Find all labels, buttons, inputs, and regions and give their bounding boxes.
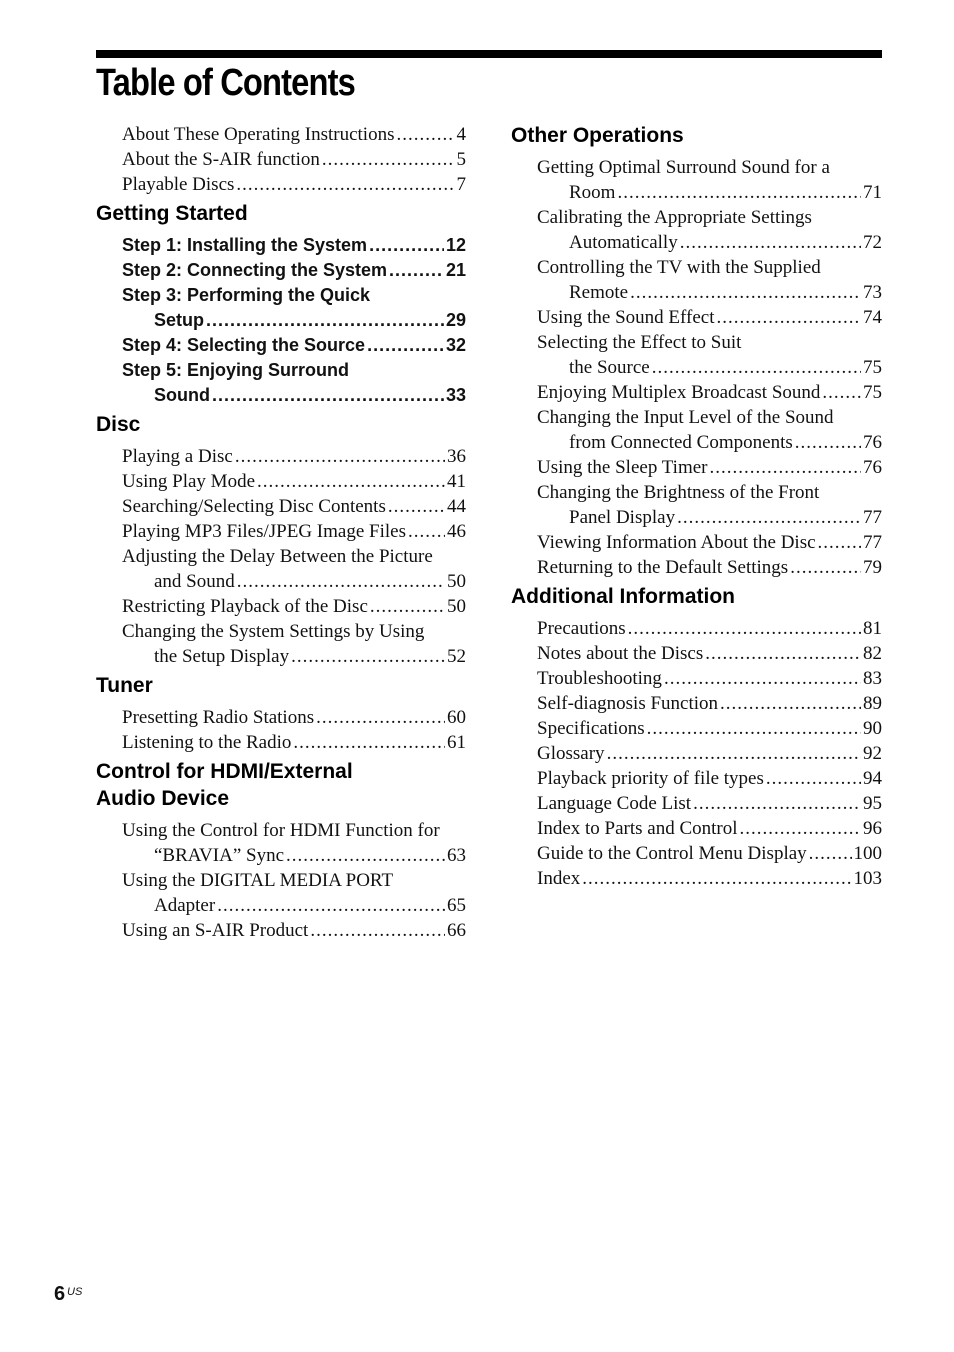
toc-entry-title: Setup: [154, 310, 205, 330]
toc-entry[interactable]: [122, 122, 466, 147]
toc-entry-page: 21: [445, 260, 466, 280]
toc-entry-title: Getting Optimal Surround Sound for a: [537, 157, 830, 178]
toc-entry[interactable]: [537, 255, 882, 305]
toc-entry-page: 4: [456, 124, 466, 145]
section-heading-disc: Disc: [96, 413, 141, 436]
toc-entry-title: Selecting the Effect to Suit: [537, 332, 742, 353]
dot-leader: [652, 355, 861, 380]
toc-entry[interactable]: [122, 619, 466, 669]
toc-entry[interactable]: [122, 818, 466, 868]
toc-entry-title: Remote: [569, 282, 629, 303]
toc-entry-title: Step 3: Performing the Quick: [122, 285, 371, 305]
toc-entry-line: [537, 455, 882, 480]
dot-leader: [705, 641, 861, 666]
toc-entry-line: [122, 494, 466, 519]
toc-entry-line: [537, 616, 882, 641]
toc-entry-title: Listening to the Radio: [122, 732, 292, 753]
dot-leader: [720, 691, 861, 716]
toc-entry-page: 81: [863, 618, 882, 639]
toc-entry[interactable]: [537, 841, 882, 866]
toc-entry[interactable]: [122, 283, 466, 333]
section-heading-getting-started: Getting Started: [96, 202, 248, 225]
dot-leader: [582, 866, 851, 891]
toc-entry[interactable]: [122, 444, 466, 469]
toc-entry-page: 77: [863, 507, 882, 528]
toc-entry-title: Calibrating the Appropriate Settings: [537, 207, 812, 228]
toc-entry-title: Playback priority of file types: [537, 768, 764, 789]
toc-entry-line: [537, 280, 882, 305]
toc-entry-title: Automatically: [569, 232, 678, 253]
toc-entry-title: Notes about the Discs: [537, 643, 704, 664]
toc-entry-title: Using the Sound Effect: [537, 307, 715, 328]
toc-entry-title: Step 1: Installing the System: [122, 235, 368, 255]
toc-entry-page: 79: [863, 557, 882, 578]
toc-entry-page: 29: [445, 310, 466, 330]
toc-entry[interactable]: [537, 330, 882, 380]
toc-entry[interactable]: [537, 305, 882, 330]
toc-entry-title: Sound: [154, 385, 210, 405]
toc-entry-line: [122, 233, 466, 258]
toc-entry-title: the Source: [569, 357, 650, 378]
section-heading-other-operations: Other Operations: [511, 124, 684, 147]
toc-entry-line: [122, 383, 466, 408]
toc-entry[interactable]: [537, 455, 882, 480]
toc-entry[interactable]: [122, 705, 466, 730]
toc-entry-page: 36: [447, 446, 466, 467]
toc-entry-line: [122, 818, 466, 843]
dot-leader: [369, 233, 444, 258]
toc-entry[interactable]: [537, 791, 882, 816]
dot-leader: [680, 230, 861, 255]
toc-entry-line: [537, 641, 882, 666]
toc-entry-page: 100: [853, 843, 882, 864]
toc-entry[interactable]: [122, 594, 466, 619]
dot-leader: [291, 644, 445, 669]
toc-entry-title: “BRAVIA” Sync: [154, 845, 285, 866]
toc-entry-title: Precautions: [537, 618, 626, 639]
dot-leader: [693, 791, 861, 816]
toc-entry-page: 94: [863, 768, 882, 789]
toc-entry-page: 74: [863, 307, 882, 328]
toc-entry-title: Changing the Input Level of the Sound: [537, 407, 834, 428]
toc-entry-title: Language Code List: [537, 793, 692, 814]
additional-information-entries: [511, 616, 882, 891]
toc-entry-title: Enjoying Multiplex Broadcast Sound: [537, 382, 821, 403]
footer-region-code: US: [67, 1286, 83, 1298]
toc-entry-line: [537, 430, 882, 455]
toc-entry-page: 83: [863, 668, 882, 689]
toc-entry-line: [122, 444, 466, 469]
toc-entry-title: Index to Parts and Control: [537, 818, 738, 839]
toc-entry-title: Specifications: [537, 718, 645, 739]
toc-entry-title: About These Operating Instructions: [122, 124, 395, 145]
toc-entry[interactable]: [537, 480, 882, 530]
toc-entry[interactable]: [537, 405, 882, 455]
toc-entry-line: [537, 505, 882, 530]
toc-entry-title: the Setup Display: [154, 646, 290, 667]
toc-entry-title: Searching/Selecting Disc Contents: [122, 496, 386, 517]
dot-leader: [740, 816, 861, 841]
dot-leader: [790, 555, 861, 580]
hdmi-entries: [96, 818, 466, 943]
toc-entry[interactable]: [122, 233, 466, 258]
toc-entry[interactable]: [537, 530, 882, 555]
toc-entry-line: [537, 716, 882, 741]
toc-entry-line: [537, 155, 882, 180]
toc-entry-line: [537, 330, 882, 355]
toc-entry-title: Using the DIGITAL MEDIA PORT: [122, 870, 394, 891]
toc-entry-page: 61: [447, 732, 466, 753]
toc-entry-line: [537, 480, 882, 505]
dot-leader: [322, 147, 455, 172]
toc-entry-line: [122, 705, 466, 730]
toc-entry-line: [122, 594, 466, 619]
toc-entry-title: Playing a Disc: [122, 446, 233, 467]
toc-entry-title: Guide to the Control Menu Display: [537, 843, 807, 864]
toc-entry-title: Controlling the TV with the Supplied: [537, 257, 821, 278]
toc-entry-title: Changing the Brightness of the Front: [537, 482, 820, 503]
dot-leader: [237, 569, 445, 594]
toc-entry-page: 92: [863, 743, 882, 764]
toc-entry-line: [122, 619, 466, 644]
toc-entry-title: Troubleshooting: [537, 668, 662, 689]
toc-entry[interactable]: [122, 544, 466, 594]
toc-entry-title: Self-diagnosis Function: [537, 693, 719, 714]
toc-entry-line: [537, 305, 882, 330]
toc-entry-page: 90: [863, 718, 882, 739]
toc-entry-page: 95: [863, 793, 882, 814]
toc-entry-line: [537, 405, 882, 430]
section-heading-hdmi: [96, 758, 466, 812]
dot-leader: [628, 616, 861, 641]
toc-entry-line: [537, 841, 882, 866]
toc-entry-page: 75: [863, 382, 882, 403]
toc-entry[interactable]: [122, 147, 466, 172]
dot-leader: [617, 180, 861, 205]
toc-entry-line: [122, 843, 466, 868]
toc-entry[interactable]: [537, 155, 882, 205]
toc-entry-title: from Connected Components: [569, 432, 793, 453]
toc-entry-title: Index: [537, 868, 581, 889]
toc-entry[interactable]: [537, 555, 882, 580]
toc-entry-line: [537, 791, 882, 816]
toc-entry-page: 60: [447, 707, 466, 728]
toc-entry-line: [537, 816, 882, 841]
toc-entry[interactable]: [537, 205, 882, 255]
left-column: [96, 122, 466, 943]
toc-entry[interactable]: [122, 868, 466, 918]
toc-entry-page: 76: [863, 457, 882, 478]
toc-entry[interactable]: [122, 258, 466, 283]
toc-entry-line: [537, 230, 882, 255]
dot-leader: [293, 730, 445, 755]
section-heading-hdmi-line2: Audio Device: [96, 787, 230, 810]
dot-leader: [310, 918, 445, 943]
toc-entry-page: 82: [863, 643, 882, 664]
dot-leader: [809, 841, 852, 866]
toc-entry-line: [537, 530, 882, 555]
section-heading-additional-information: Additional Information: [511, 585, 735, 608]
toc-entry[interactable]: [537, 741, 882, 766]
toc-entry-line: [122, 258, 466, 283]
dot-leader: [370, 594, 445, 619]
toc-entry-page: 63: [447, 845, 466, 866]
toc-entry-page: 50: [447, 571, 466, 592]
toc-entry-line: [122, 147, 466, 172]
toc-entry-page: 50: [447, 596, 466, 617]
toc-entry-title: Adjusting the Delay Between the Picture: [122, 546, 433, 567]
intro-entries: [96, 122, 466, 197]
toc-entry-page: 32: [445, 335, 466, 355]
top-rule: [96, 50, 882, 58]
dot-leader: [206, 308, 444, 333]
toc-entry-page: 41: [447, 471, 466, 492]
toc-entry-page: 33: [445, 385, 466, 405]
toc-entry-line: [537, 691, 882, 716]
dot-leader: [677, 505, 861, 530]
toc-entry[interactable]: [537, 766, 882, 791]
toc-entry-line: [122, 308, 466, 333]
toc-entry-line: [122, 172, 466, 197]
toc-entry[interactable]: [537, 691, 882, 716]
toc-entry-line: [537, 866, 882, 891]
dot-leader: [286, 843, 445, 868]
toc-entry-page: 89: [863, 693, 882, 714]
footer-page-number: 6: [54, 1283, 66, 1305]
toc-entry[interactable]: [537, 380, 882, 405]
toc-entry-title: Using an S-AIR Product: [122, 920, 309, 941]
toc-entry-title: Step 2: Connecting the System: [122, 260, 388, 280]
dot-leader: [709, 455, 861, 480]
toc-entry-title: Glossary: [537, 743, 605, 764]
toc-entry-line: [122, 868, 466, 893]
other-operations-entries: [511, 155, 882, 580]
dot-leader: [408, 519, 445, 544]
toc-entry-page: 5: [456, 149, 466, 170]
toc-entry[interactable]: [122, 469, 466, 494]
toc-entry-page: 73: [863, 282, 882, 303]
toc-entry[interactable]: [537, 716, 882, 741]
page-title: Table of Contents: [96, 62, 355, 104]
toc-entry[interactable]: [537, 641, 882, 666]
toc-entry-title: Using the Sleep Timer: [537, 457, 708, 478]
dot-leader: [607, 741, 861, 766]
toc-entry-page: 103: [853, 868, 882, 889]
dot-leader: [664, 666, 861, 691]
toc-entry[interactable]: [122, 519, 466, 544]
dot-leader: [257, 469, 445, 494]
toc-entry-line: [122, 122, 466, 147]
toc-entry-line: [122, 283, 466, 308]
toc-entry-title: Presetting Radio Stations: [122, 707, 315, 728]
toc-entry-title: Room: [569, 182, 616, 203]
toc-entry-title: Using the Control for HDMI Function for: [122, 820, 440, 841]
toc-entry-title: Changing the System Settings by Using: [122, 621, 425, 642]
toc-entry-line: [537, 766, 882, 791]
toc-entry-page: 44: [447, 496, 466, 517]
toc-entry-line: [537, 555, 882, 580]
getting-started-entries: [96, 233, 466, 408]
section-heading-hdmi-line1: Control for HDMI/External: [96, 760, 353, 783]
toc-entry-title: Playable Discs: [122, 174, 235, 195]
dot-leader: [367, 333, 444, 358]
toc-entry-title: Step 5: Enjoying Surround: [122, 360, 350, 380]
toc-entry[interactable]: [537, 666, 882, 691]
toc-entry-page: 72: [863, 232, 882, 253]
toc-entry-page: 52: [447, 646, 466, 667]
right-column: [511, 122, 882, 891]
toc-entry-line: [122, 918, 466, 943]
toc-entry[interactable]: [122, 730, 466, 755]
tuner-entries: [96, 705, 466, 755]
toc-entry-line: [122, 333, 466, 358]
toc-entry-page: 75: [863, 357, 882, 378]
toc-entry-page: 77: [863, 532, 882, 553]
dot-leader: [396, 122, 454, 147]
toc-entry-title: Returning to the Default Settings: [537, 557, 789, 578]
toc-entry-line: [122, 893, 466, 918]
toc-entry-page: 7: [456, 174, 466, 195]
toc-entry-page: 65: [447, 895, 466, 916]
dot-leader: [717, 305, 862, 330]
toc-entry-title: About the S-AIR function: [122, 149, 320, 170]
dot-leader: [236, 172, 454, 197]
toc-entry-line: [122, 519, 466, 544]
dot-leader: [389, 258, 444, 283]
dot-leader: [388, 494, 445, 519]
toc-entry-line: [537, 255, 882, 280]
disc-entries: [96, 444, 466, 669]
dot-leader: [822, 380, 861, 405]
toc-entry-title: Viewing Information About the Disc: [537, 532, 816, 553]
dot-leader: [316, 705, 445, 730]
toc-entry[interactable]: [122, 172, 466, 197]
toc-entry-page: 66: [447, 920, 466, 941]
toc-entry-page: 46: [447, 521, 466, 542]
toc-entry-line: [537, 355, 882, 380]
dot-leader: [818, 530, 861, 555]
toc-entry[interactable]: [537, 866, 882, 891]
toc-entry-line: [537, 380, 882, 405]
toc-entry-line: [537, 741, 882, 766]
toc-entry[interactable]: [122, 333, 466, 358]
toc-entry[interactable]: [122, 918, 466, 943]
toc-entry-page: 71: [863, 182, 882, 203]
section-heading-tuner: Tuner: [96, 674, 153, 697]
toc-entry-line: [537, 666, 882, 691]
toc-entry-title: Playing MP3 Files/JPEG Image Files: [122, 521, 406, 542]
toc-entry-title: Restricting Playback of the Disc: [122, 596, 368, 617]
dot-leader: [795, 430, 861, 455]
toc-entry-line: [122, 544, 466, 569]
dot-leader: [647, 716, 861, 741]
toc-entry-title: Panel Display: [569, 507, 676, 528]
toc-entry-line: [122, 730, 466, 755]
dot-leader: [212, 383, 444, 408]
toc-entry-line: [122, 644, 466, 669]
dot-leader: [235, 444, 445, 469]
toc-entry-page: 76: [863, 432, 882, 453]
dot-leader: [766, 766, 861, 791]
toc-entry-line: [122, 569, 466, 594]
toc-entry[interactable]: [122, 358, 466, 408]
toc-entry-title: Step 4: Selecting the Source: [122, 335, 366, 355]
dot-leader: [217, 893, 445, 918]
toc-entry-line: [537, 205, 882, 230]
toc-entry-title: and Sound: [154, 571, 235, 592]
toc-entry-title: Using Play Mode: [122, 471, 255, 492]
toc-entry-line: [122, 358, 466, 383]
toc-entry-line: [122, 469, 466, 494]
toc-entry[interactable]: [537, 816, 882, 841]
toc-entry-line: [537, 180, 882, 205]
toc-entry[interactable]: [122, 494, 466, 519]
toc-entry-page: 12: [445, 235, 466, 255]
dot-leader: [630, 280, 861, 305]
toc-entry-page: 96: [863, 818, 882, 839]
toc-entry-title: Adapter: [154, 895, 216, 916]
toc-entry[interactable]: [537, 616, 882, 641]
